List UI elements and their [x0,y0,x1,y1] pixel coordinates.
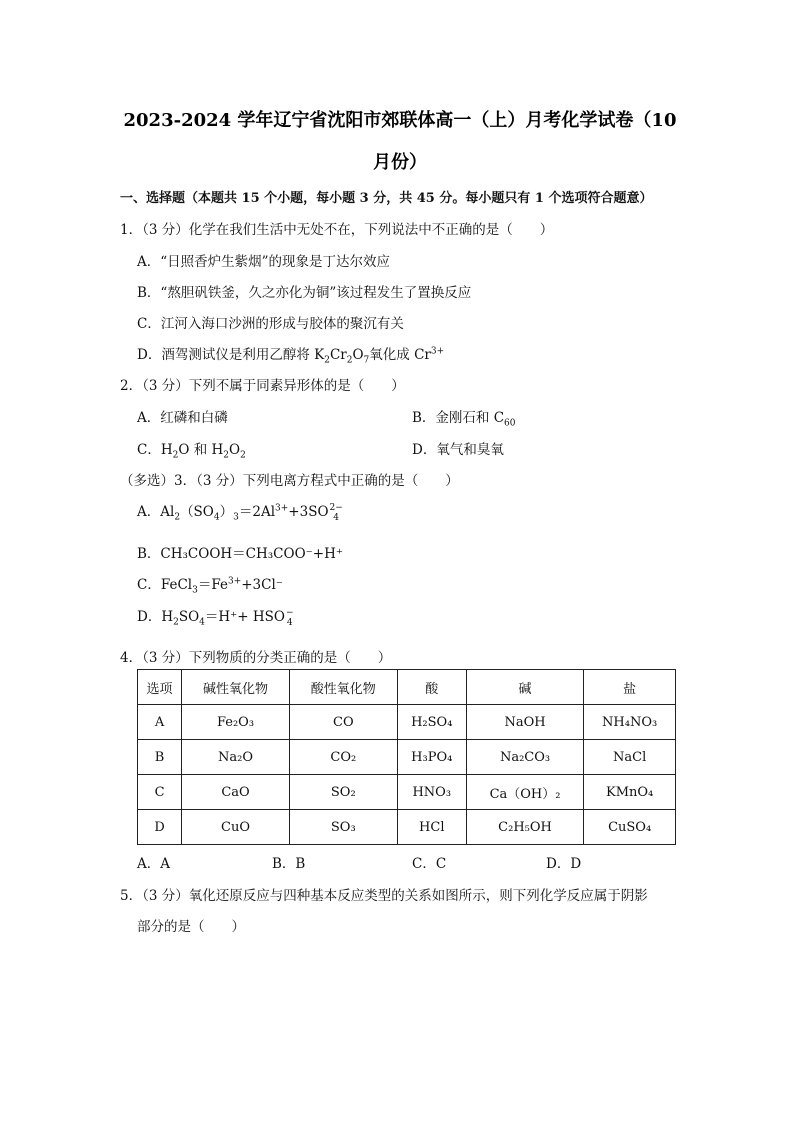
exam-title-line2: 月份） [373,152,427,173]
table-cell: Na₂CO₃ [466,740,583,775]
q1-option-d: D．酒驾测试仪是利用乙醇将 $K_2Cr_2O_7$氧化成 $Cr^{3+}$ [137,346,445,366]
table-cell: CO₂ [289,740,397,775]
q1-option-c: C．江河入海口沙洲的形成与胶体的聚沉有关 [137,316,404,332]
table-header-cell: 碱 [466,670,583,705]
table-cell: NaCl [584,740,676,775]
q2-stem: 2．（3 分）下列不属于同素异形体的是（ ） [120,378,405,394]
q2-option-a: A．红磷和白磷 [137,410,228,426]
table-row [138,810,676,845]
q1-option-b: B．“熬胆矾铁釜，久之亦化为铜”该过程发生了置换反应 [137,285,472,301]
q3-option-a: A．$Al_2(SO_4)_3=2Al^{3+}+3SO$ 2− 4 [137,502,343,523]
q2-option-b: B．金刚石和 $C_{60}$ [412,410,516,429]
exam-title-line1: 2023-2024 学年辽宁省沈阳市郊联体高一（上）月考化学试卷（10 [123,110,677,131]
table-header-cell: 碱性氧化物 [182,670,290,705]
table-header-cell: 选项 [138,670,182,705]
table-row [138,775,676,810]
q2-option-c: C．$H_2O$ 和 $H_2O_2$ [137,442,246,461]
section-heading: 一、选择题（本题共 15 个小题，每小题 3 分，共 45 分。每小题只有 1 个选项符合题意） [120,191,653,206]
q1-option-a: A．“日照香炉生紫烟”的现象是丁达尔效应 [137,254,391,270]
table-cell: A [138,705,182,740]
table-header-row [138,670,676,705]
table-cell: HNO₃ [397,775,466,810]
q4-option-c: C．C [412,856,447,872]
table-cell: SO₂ [289,775,397,810]
q5-stem-line2: 部分的是（ ） [137,919,245,935]
table-header-cell: 盐 [584,670,676,705]
table-header-cell: 酸 [397,670,466,705]
table-row [138,705,676,740]
table-cell: HCl [397,810,466,845]
table-cell: KMnO₄ [584,775,676,810]
table-cell: NaOH [466,705,583,740]
q5-stem-line1: 5．（3 分）氧化还原反应与四种基本反应类型的关系如图所示，则下列化学反应属于阴影 [120,888,648,904]
q4-option-d: D．D [546,856,582,872]
table-row [138,740,676,775]
q2-option-d: D．氧气和臭氧 [412,442,504,458]
q3-option-c: C．$FeCl_3=Fe^{3+}+3Cl^-$ [137,576,283,596]
q4-option-b: B．B [272,856,306,872]
q3-option-b: B．CH₃COOH＝CH₃COO⁻+H⁺ [137,546,343,562]
table-header-cell: 酸性氧化物 [289,670,397,705]
table-cell: Fe₂O₃ [182,705,290,740]
table-cell: NH₄NO₃ [584,705,676,740]
table-cell: Na₂O [182,740,290,775]
classification-table [137,669,676,845]
table-cell: Ca（OH）₂ [466,775,583,810]
table-cell: C [138,775,182,810]
table-cell: CuSO₄ [584,810,676,845]
table-cell: C₂H₅OH [466,810,583,845]
q4-stem: 4．（3 分）下列物质的分类正确的是（ ） [120,650,392,666]
q4-option-a: A．A [137,856,170,872]
table-cell: CaO [182,775,290,810]
q3-option-d: D．$H_2SO_4=H^++$ HSO − 4 [137,607,294,628]
table-cell: D [138,810,182,845]
table-cell: B [138,740,182,775]
table-cell: H₃PO₄ [397,740,466,775]
table-cell: CO [289,705,397,740]
table-cell: SO₃ [289,810,397,845]
table-cell: CuO [182,810,290,845]
q1-stem: 1．（3 分）化学在我们生活中无处不在，下列说法中不正确的是（ ） [120,222,554,238]
q3-stem: （多选）3．（3 分）下列电离方程式中正确的是（ ） [120,473,459,489]
table-cell: H₂SO₄ [397,705,466,740]
